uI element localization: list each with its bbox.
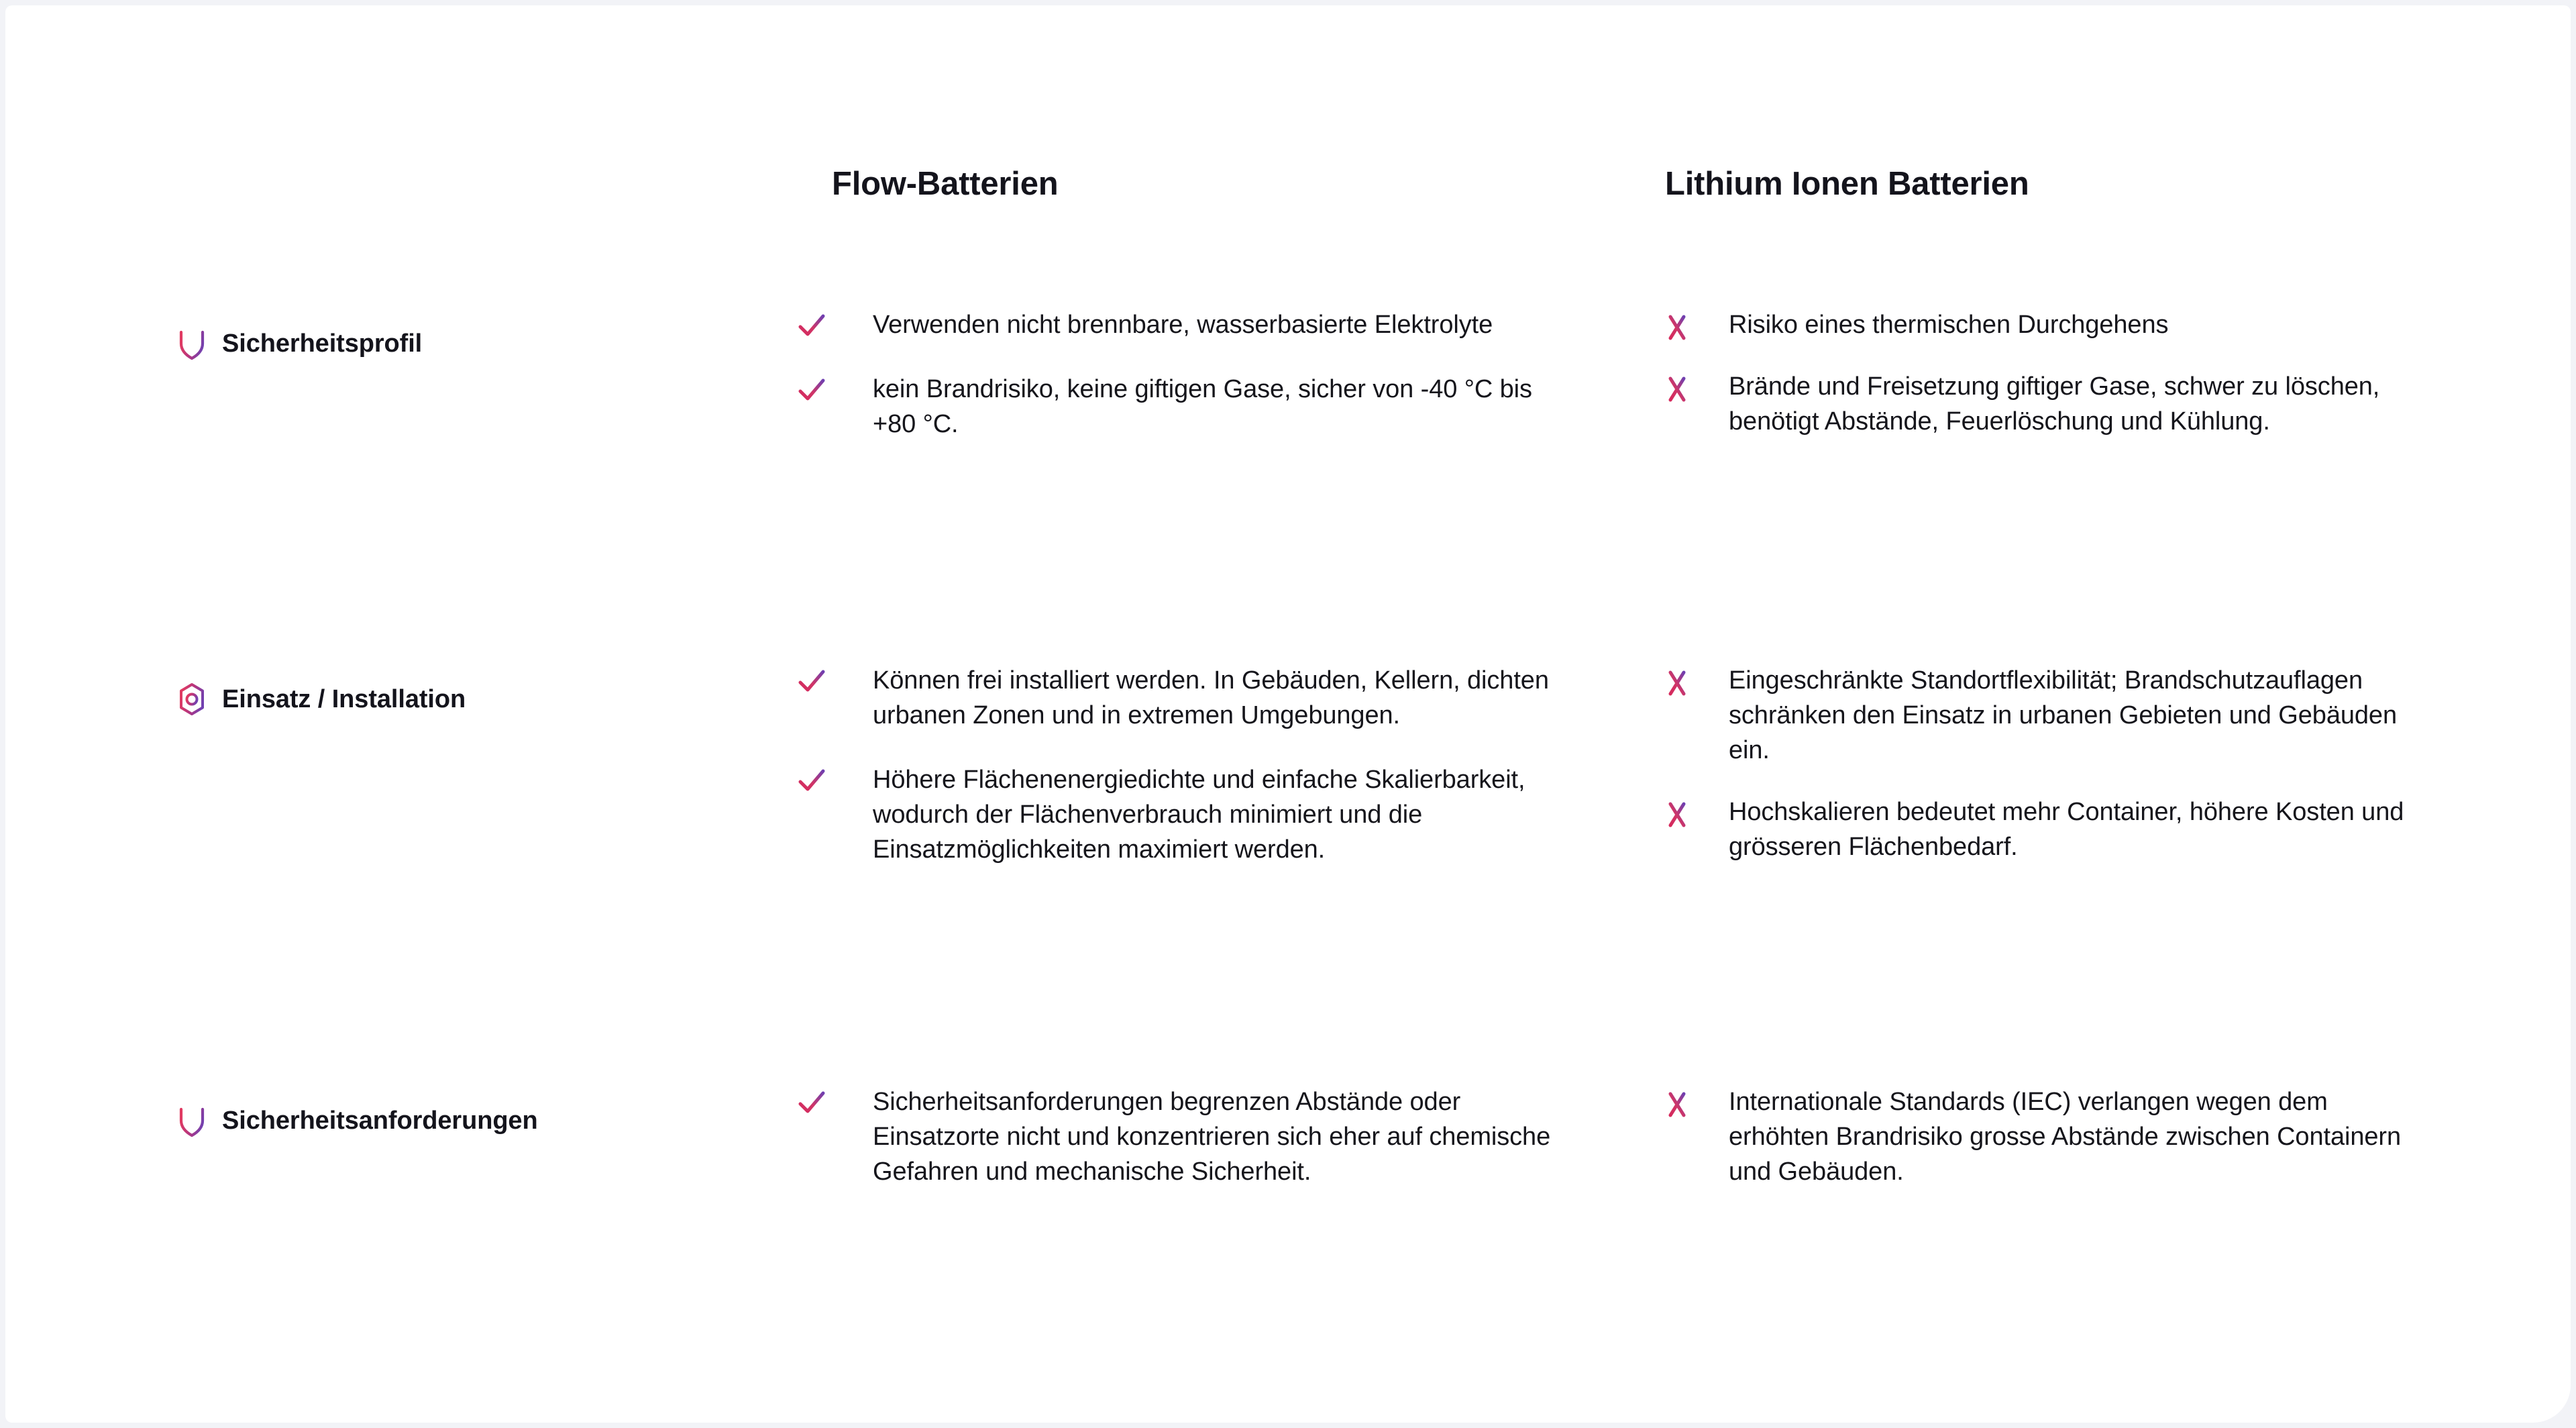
list-item-text: Eingeschränkte Standortflexibilität; Brandschutzauflagen schränken den Einsatz in urbanen Gebieten und Gebäuden ein. <box>1729 666 2397 765</box>
cross-icon <box>1662 1090 1692 1119</box>
list-item <box>797 762 1575 867</box>
list-item-text: Können frei installiert werden. In Gebäuden, Kellern, dichten urbanen Zonen und in extremen Umgebungen. <box>873 666 1549 730</box>
column-header-lithium: Lithium Ionen Batterien <box>1665 166 2029 202</box>
list-item-text: Brände und Freisetzung giftiger Gase, schwer zu löschen, benötigt Abstände, Feuerlöschung und Kühlung. <box>1729 372 2380 436</box>
list-item <box>797 1084 1575 1189</box>
list-item-text: Internationale Standards (IEC) verlangen wegen dem erhöhten Brandrisiko grosse Abstände zwischen Containern und Gebäuden. <box>1729 1088 2401 1186</box>
cell-flow-einsatz-installation <box>797 663 1575 867</box>
cell-flow-sicherheitsprofil <box>797 307 1575 442</box>
list-item <box>797 307 1575 342</box>
list-item-text: Sicherheitsanforderungen begrenzen Abstände oder Einsatzorte nicht und konzentrieren sich eher auf chemische Gefahren und mechanische Sicherheit. <box>873 1088 1551 1186</box>
comparison-table <box>5 5 2571 1423</box>
check-icon <box>797 1088 826 1118</box>
list-item-text: Hochskalieren bedeutet mehr Container, höhere Kosten und grösseren Flächenbedarf. <box>1729 798 2404 862</box>
check-icon <box>797 667 826 697</box>
cell-lithium-sicherheitsanforderungen <box>1662 1084 2420 1216</box>
row-label-text: Sicherheitsprofil <box>222 329 423 358</box>
shield-icon <box>176 326 207 361</box>
list-item-text: kein Brandrisiko, keine giftigen Gase, sicher von -40 °C bis +80 °C. <box>873 375 1532 439</box>
list-item <box>1662 663 2420 768</box>
cross-icon <box>1662 800 1692 829</box>
cross-icon <box>1662 668 1692 698</box>
list-item-text: Verwenden nicht brennbare, wasserbasierte Elektrolyte <box>873 311 1493 339</box>
row-label-text: Sicherheitsanforderungen <box>222 1107 538 1135</box>
list-item <box>1662 795 2420 864</box>
cell-flow-sicherheitsanforderungen <box>797 1084 1575 1189</box>
cross-icon <box>1662 313 1692 342</box>
row-label-einsatz-installation <box>176 682 466 717</box>
row-label-text: Einsatz / Installation <box>222 685 466 713</box>
list-item <box>1662 369 2420 439</box>
shield-icon <box>176 1103 207 1138</box>
cross-icon <box>1662 374 1692 404</box>
column-header-flow: Flow-Batterien <box>832 166 1059 202</box>
list-item <box>797 372 1575 442</box>
check-icon <box>797 376 826 405</box>
row-label-sicherheitsprofil <box>176 326 422 361</box>
comparison-card <box>5 5 2571 1423</box>
list-item-text: Risiko eines thermischen Durchgehens <box>1729 311 2169 339</box>
hexagon-target-icon <box>176 682 207 717</box>
check-icon <box>797 311 826 341</box>
check-icon <box>797 766 826 796</box>
cell-lithium-einsatz-installation <box>1662 663 2420 891</box>
list-item <box>797 663 1575 733</box>
list-item <box>1662 1084 2420 1189</box>
list-item <box>1662 307 2420 342</box>
list-item-text: Höhere Flächenenergiedichte und einfache Skalierbarkeit, wodurch der Flächenverbrauch minimiert und die Einsatzmöglichkeiten maximiert werden. <box>873 766 1525 864</box>
row-label-sicherheitsanforderungen <box>176 1103 538 1138</box>
cell-lithium-sicherheitsprofil <box>1662 307 2420 466</box>
